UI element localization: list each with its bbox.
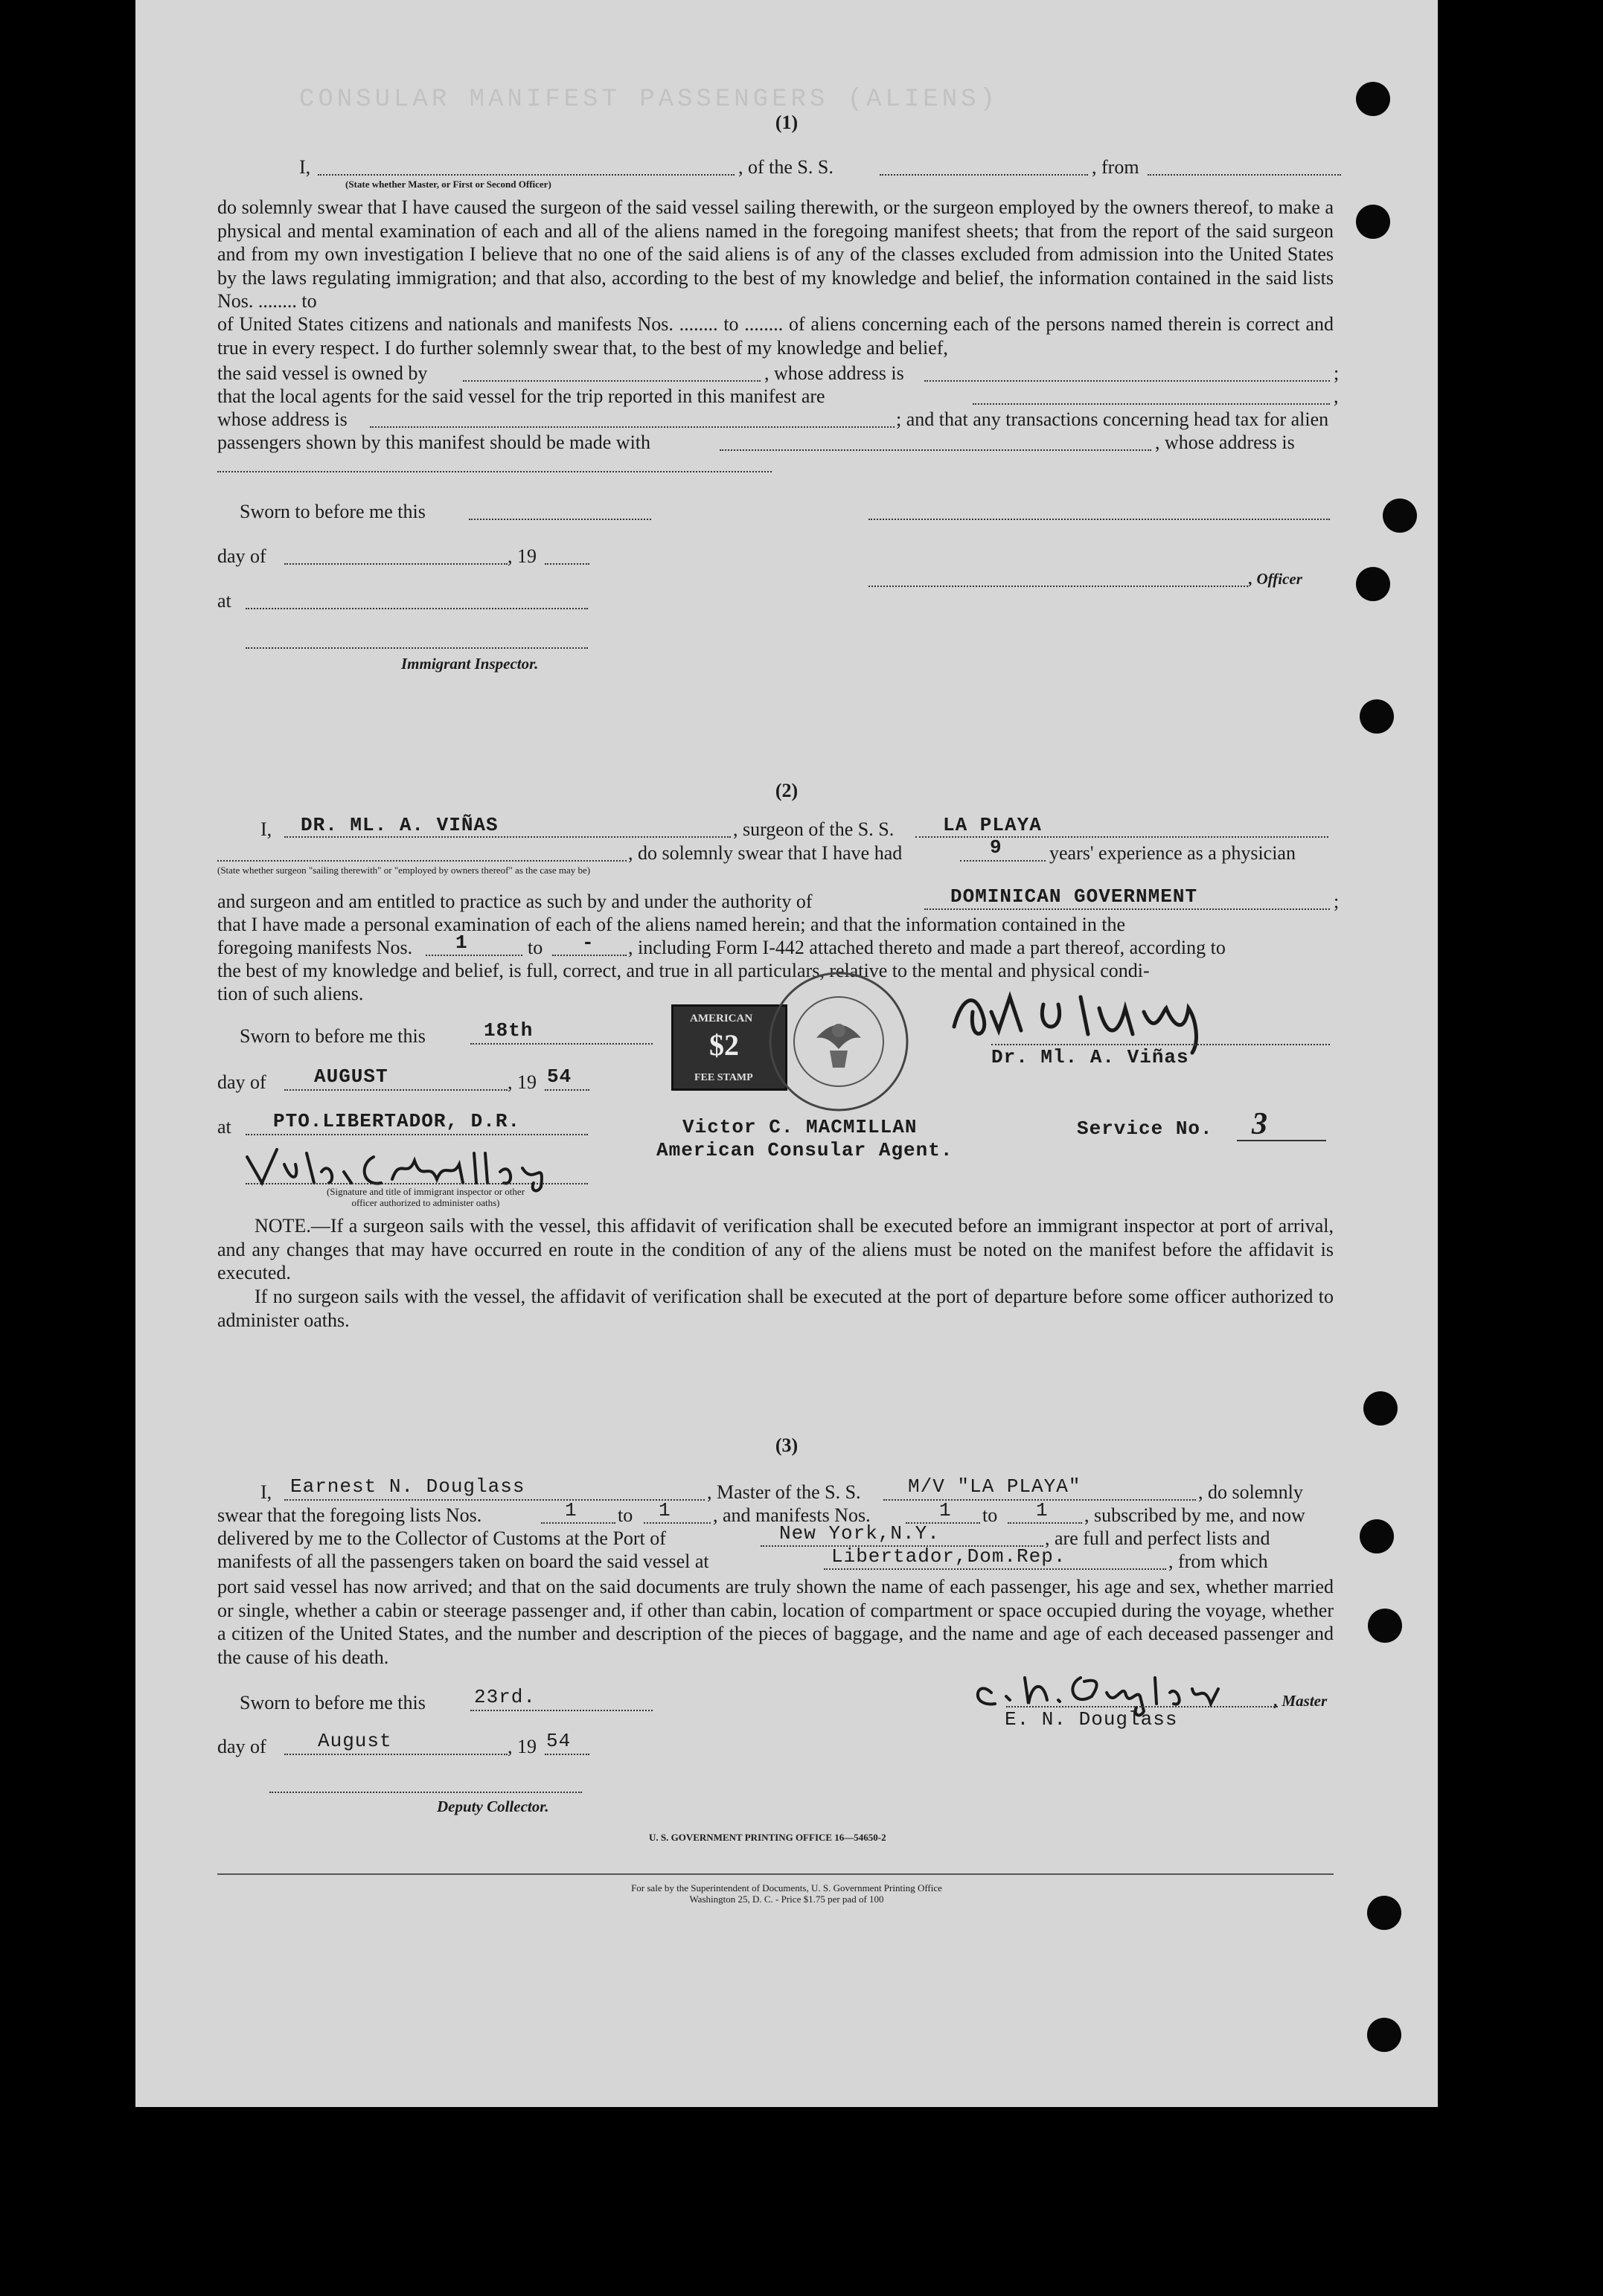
sec3-month: August (318, 1730, 392, 1752)
sec3-master-of: , Master of the S. S. (707, 1481, 861, 1503)
consul-name: Victor C. MACMILLAN (682, 1116, 918, 1138)
sec2-place: PTO.LIBERTADOR, D.R. (273, 1110, 521, 1132)
punch-hole (1356, 205, 1390, 239)
sec2-year-prefix: , 19 (508, 1071, 537, 1093)
sec3-intro-i: I, (260, 1481, 272, 1503)
sec3-delivered: delivered by me to the Collector of Customs at the Port of (217, 1527, 666, 1549)
punch-hole (1360, 1519, 1394, 1553)
fee-stamp-top: AMERICAN (690, 1013, 753, 1024)
sec3-manifests-from: 1 (939, 1499, 952, 1521)
sec3-subscribed: , subscribed by me, and now (1084, 1504, 1305, 1526)
sec3-origin: Libertador,Dom.Rep. (831, 1545, 1066, 1568)
sec1-paragraph-2: of United States citizens and nationals and manifests Nos. ........ to ........ of aliens concerning each of the persons named therein is correct and true in every respect. I do further solemnly swear that, to the best of my knowledge and belief, (217, 313, 1334, 359)
punch-hole (1363, 1391, 1398, 1426)
master-name: Earnest N. Douglass (290, 1475, 525, 1498)
sec2-from-no: 1 (455, 931, 468, 954)
sec3-year-suffix: 54 (546, 1730, 572, 1752)
sec2-including: , including Form I-442 attached thereto and made a part thereof, according to (628, 937, 1226, 958)
surgeon-typed-name: Dr. Ml. A. Viñas (991, 1046, 1189, 1068)
sec3-and-manifests: , and manifests Nos. (713, 1504, 871, 1526)
sec1-year: , 19 (508, 545, 537, 567)
faint-header: CONSULAR MANIFEST PASSENGERS (ALIENS) (299, 86, 999, 114)
consular-seal-icon (764, 967, 913, 1116)
surgeon-name: DR. ML. A. VIÑAS (301, 814, 499, 836)
sec1-officer-label: , Officer (1249, 570, 1302, 588)
sec2-year-suffix: 54 (547, 1065, 572, 1088)
sec1-owned-by: the said vessel is owned by (217, 362, 428, 384)
sec3-master-label: , Master (1274, 1692, 1328, 1710)
punch-hole (1368, 1609, 1402, 1643)
sec3-lists-to-label: to (618, 1504, 633, 1526)
sec2-to-no: - (582, 931, 595, 954)
sec2-month: AUGUST (314, 1065, 388, 1088)
sec2-government: DOMINICAN GOVERNMENT (950, 885, 1198, 908)
sec1-of-ss: , of the S. S. (738, 156, 834, 178)
sec2-best: the best of my knowledge and belief, is full, correct, and true in all particulars, relative to the mental and physical condi- (217, 960, 1150, 981)
sec2-swear: , do solemnly swear that I have had (628, 842, 903, 864)
footer-sale-line-2: Washington 25, D. C. - Price $1.75 per pad of 100 (689, 1893, 884, 1905)
sec1-title-note: (State whether Master, or First or Second Officer) (345, 179, 551, 190)
punch-hole (1383, 498, 1417, 533)
sec2-surgeon-note: (State whether surgeon "sailing therewith" or "employed by owners thereof" as the case may be) (217, 865, 591, 876)
punch-hole (1356, 567, 1390, 601)
section-3-number: (3) (775, 1434, 799, 1456)
sec1-sworn: Sworn to before me this (240, 501, 426, 522)
sec3-deputy-collector: Deputy Collector. (437, 1798, 549, 1815)
sec3-from-which: , from which (1168, 1551, 1268, 1572)
sec3-manifests-to-label: to (982, 1504, 998, 1526)
sec2-ship-name: LA PLAYA (943, 814, 1042, 836)
sec1-at: at (217, 590, 231, 612)
sec2-to: to (528, 937, 543, 958)
sec3-lists-from: 1 (565, 1499, 577, 1521)
sec2-examination: that I have made a personal examination of each of the aliens named herein; and that the information contained in the (217, 914, 1126, 935)
consul-title: American Consular Agent. (656, 1139, 953, 1161)
section-2-number: (2) (775, 780, 799, 801)
master-typed-name: E. N. Douglass (1005, 1708, 1178, 1731)
sec3-full: , are full and perfect lists and (1045, 1527, 1270, 1549)
sec1-intro-i: I, (299, 156, 311, 178)
sec2-authority: and surgeon and am entitled to practice as such by and under the authority of (217, 891, 813, 912)
sec3-swear: swear that the foregoing lists Nos. (217, 1504, 482, 1526)
sec3-port: New York,N.Y. (779, 1522, 940, 1545)
sec3-day-of: day of (217, 1736, 266, 1757)
service-number: 3 (1252, 1107, 1267, 1141)
sec1-whose-address-3: , whose address is (1155, 432, 1295, 453)
sec3-lists-to: 1 (659, 1499, 671, 1521)
sec2-intro-i: I, (260, 818, 272, 840)
sec3-sworn-day: 23rd. (474, 1686, 537, 1708)
sec1-whose-address: , whose address is (764, 362, 904, 384)
footer-sale-line-1: For sale by the Superintendent of Documents, U. S. Government Printing Office (631, 1882, 942, 1893)
punch-hole (1360, 699, 1394, 734)
section-1-number: (1) (775, 112, 799, 133)
surgeon-signature-icon (939, 967, 1267, 1056)
footer-printing-office: U. S. GOVERNMENT PRINTING OFFICE 16—54650-2 (649, 1832, 886, 1843)
sec3-manifests-of: manifests of all the passengers taken on board the said vessel at (217, 1551, 709, 1572)
sec1-day-of: day of (217, 545, 266, 567)
punch-hole (1367, 2018, 1401, 2052)
sec3-sworn: Sworn to before me this (240, 1692, 426, 1713)
sec1-passengers: passengers shown by this manifest should be made with (217, 432, 651, 453)
sec2-note-2: If no surgeon sails with the vessel, the affidavit of verification shall be executed at the port of departure before some officer authorized to administer oaths. (217, 1286, 1334, 1331)
sec3-year-prefix: , 19 (508, 1736, 537, 1757)
sec2-sworn-day: 18th (484, 1019, 534, 1042)
sec1-immigrant-inspector: Immigrant Inspector. (401, 655, 539, 673)
document-page: CONSULAR MANIFEST PASSENGERS (ALIENS) (1) I, , of the S. S. , from (State whether Master, or First or Second Officer) do solemnly swear that I have caused the surgeon of the said vessel sailing therewith, or the surgeon employed by the owners thereof, to make a physical and mental examination of each and all of the aliens named in the foregoing manifest sheets; that from the report of the said surgeon and from my own investigation I believe that no one of the said aliens is of any of the classes excluded from admission into the United States by the laws regulating immigration; and that also, according to the best of my knowledge and belief, the information contained in the said lists Nos. ........ to of United States citizens and nationals and manifests Nos. ........ to ........ of aliens concerning each of the persons named therein is correct and true in every respect. I do further solemnly swear that, to the best of my knowledge and belief, the said vessel is owned by , whose address is ; that the local agents for the said vessel for the trip reported in this manifest are , whose address is ; and that any transactions concerning head tax for alien passengers shown by this manifest should be made with , whose address is Sworn to before me this day of , 19 at , Officer Immigrant Inspector. (2) I, DR. ML. A. VIÑAS , surgeon of the S. S. LA PLAYA , do solemnly swear that I have had 9 years' experience as a physician (State whether surgeon "sailing therewith" or "employed by owners thereof" as the case may be) and surgeon and am entitled to practice as such by and under the authority of DOMINICAN GOVERNMENT ; that I have made a personal examination of each of the aliens named herein; and that the information contained in the foregoing manifests Nos. 1 to - , including Form I-442 attached thereto and made a part thereof, according to the best of my knowledge and belief, is full, correct, and true in all particulars, relative to the mental and physical condi- tion of such aliens. AMERICAN $2 FEE STAMP Dr. Ml. A. Viñas Sworn to before me this 18th day of AUGUST , 19 54 at PTO.LIBERTADOR, D.R. Victor C. MACMILLAN American Consular Agent. Service No. 3 (Signature and title of immigrant inspector or other officer authorized to administer oaths) NOTE.—If a surgeon sails with the vessel, this affidavit of verification shall be executed before an immigrant inspector at port of arrival, and any changes that may have occurred en route in the condition of any of the aliens must be noted on the manifest before the affidavit is executed. If no surgeon sails with the vessel, the affidavit of verification shall be executed at the port of departure before some officer authorized to administer oaths. (3) I, Earnest N. Douglass , Master of the S. S. M/V "LA PLAYA" , do solemnly swear that the foregoing lists Nos. 1 to 1 , and manifests Nos. 1 to 1 , subscribed by me, and now delivered by me to the Collector of Customs at the Port of New York,N.Y. , are full and perfect lists and manifests of all the passengers taken on board the said vessel at Libertador,Dom.Rep. , from which port said vessel has now arrived; and that on the said documents are truly shown the name of each passenger, his age and sex, whether married or single, whether a cabin or steerage passenger and, if other than cabin, location of compartment or space occupied during the voyage, whether a citizen of the United States, and the number and description of the pieces of baggage, and the name and age of each deceased passenger and the cause of his death. Sworn to before me this 23rd. , Master E. N. Douglass day of August , 19 54 Deputy Collector. U. S. GOVERNMENT PRINTING OFFICE 16—54650-2 For sale by the Superintendent of Documents, U. S. Government Printing Office Washington 25, D. C. - Price $1.75 per pad of 100 (135, 0, 1438, 2107)
sec2-tion: tion of such aliens. (217, 983, 364, 1004)
sec1-from: , from (1092, 156, 1139, 178)
sec3-paragraph: port said vessel has now arrived; and that on the said documents are truly shown the name of each passenger, his age and sex, whether married or single, whether a cabin or steerage passenger and, if other than cabin, location of compartment or space occupied during the voyage, whether a citizen of the United States, and the number and description of the pieces of baggage, and the name and age of each deceased passenger and the cause of his death. (217, 1576, 1334, 1668)
sec2-at: at (217, 1116, 231, 1138)
sec2-experience: years' experience as a physician (1049, 842, 1296, 864)
sec1-paragraph-1: do solemnly swear that I have caused the surgeon of the said vessel sailing therewith, or the surgeon employed by the owners thereof, to make a physical and mental examination of each and all of the aliens named in the foregoing manifest sheets; that from the report of the said surgeon and from my own investigation I believe that no one of the said aliens is of any of the classes excluded from admission into the United States by the laws regulating immigration; and that also, according to the best of my knowledge and belief, the information contained in the said lists Nos. ........ to (217, 196, 1334, 312)
sec1-head-tax: ; and that any transactions concerning head tax for alien (896, 408, 1329, 430)
sec2-foregoing: foregoing manifests Nos. (217, 937, 413, 958)
sec2-day-of: day of (217, 1071, 266, 1093)
sec1-whose-address-2: whose address is (217, 408, 348, 430)
sec2-years: 9 (990, 836, 1002, 859)
sec2-surgeon-of: , surgeon of the S. S. (733, 818, 895, 840)
sec3-ship-name: M/V "LA PLAYA" (908, 1475, 1081, 1498)
sec3-do-solemnly: , do solemnly (1198, 1481, 1303, 1503)
sec1-local-agents: that the local agents for the said vessel for the trip reported in this manifest are (217, 385, 825, 407)
fee-stamp-bottom: FEE STAMP (694, 1072, 753, 1083)
service-label: Service No. (1077, 1117, 1213, 1140)
sec3-manifests-to: 1 (1036, 1499, 1049, 1521)
sec2-note-1: NOTE.—If a surgeon sails with the vessel, this affidavit of verification shall be executed before an immigrant inspector at port of arrival, and any changes that may have occurred en route in the condition of any of the aliens must be noted on the manifest before the affidavit is executed. (217, 1215, 1334, 1283)
sec2-signature-note: (Signature and title of immigrant inspector or other officer authorized to administer oaths) (326, 1186, 525, 1208)
sec2-sworn: Sworn to before me this (240, 1025, 426, 1047)
fee-stamp-value: $2 (709, 1028, 739, 1062)
